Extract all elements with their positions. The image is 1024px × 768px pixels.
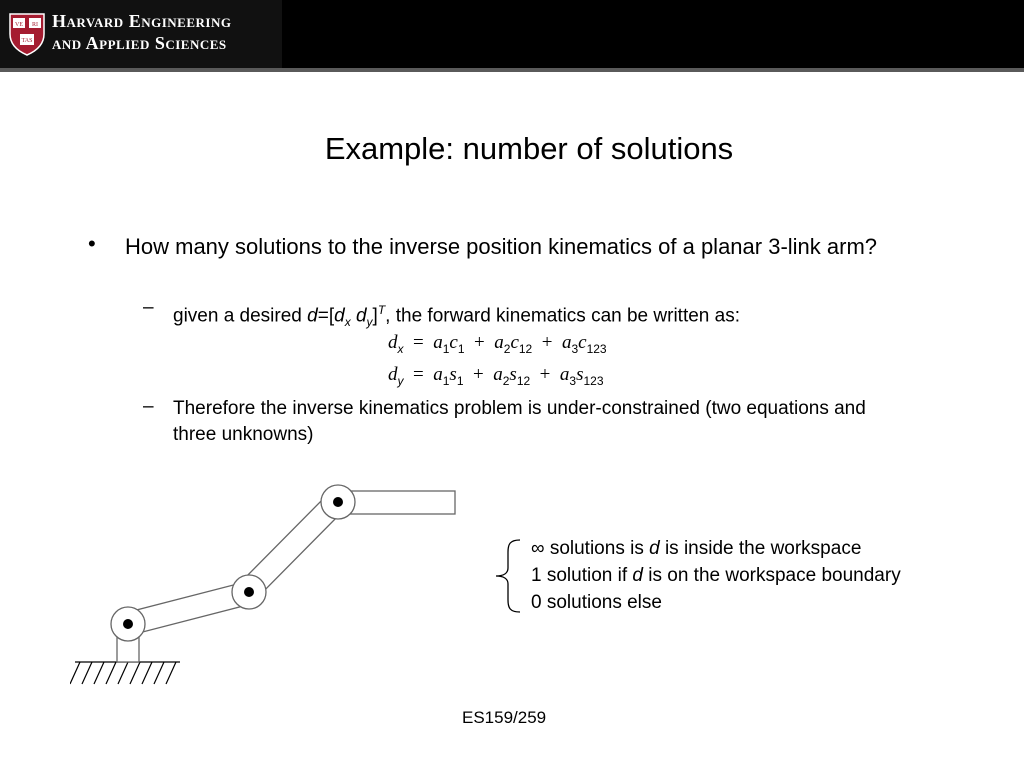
shield-letters-ve: VE (15, 22, 23, 28)
eq1-c12: c (510, 332, 519, 353)
note1-var: d (649, 538, 660, 559)
eq1-a3: a (561, 332, 572, 353)
eq2-a3: a (559, 364, 570, 385)
note-one-solution (531, 565, 901, 587)
slide-title: Example: number of solutions (324, 131, 734, 166)
ground-hatching (70, 662, 180, 684)
note1-pre: ∞ solutions is (531, 538, 650, 559)
sub1-dy-sub: y (366, 315, 373, 330)
eq1-c123: c (578, 332, 587, 353)
planar-3-link-arm-diagram (70, 480, 470, 695)
eq1-a2-sub: 2 (503, 341, 511, 356)
joint-1-pin (123, 619, 133, 629)
note2-var: d (632, 565, 643, 586)
eq2-s1-sub: 1 (456, 373, 464, 388)
note1-post: is inside the workspace (659, 538, 862, 559)
note-infinite-solutions (531, 538, 861, 560)
sub1-prefix: given a desired (173, 305, 308, 327)
sub1-close: ] (372, 305, 378, 327)
eq1-c12-sub: 12 (518, 341, 533, 356)
eq2-a2-sub: 2 (502, 373, 510, 388)
eq2-plus-1: + (473, 364, 484, 385)
note2-post: is on the workspace boundary (642, 565, 901, 586)
sub1-dx-sub: x (344, 315, 351, 330)
bullet-marker: • (88, 231, 96, 256)
course-footer: ES159/259 (462, 708, 547, 727)
sub1-eq: =[ (317, 305, 335, 327)
sub-bullet-2: Therefore the inverse kinematics problem is under-constrained (two equations and three unknowns) (173, 398, 866, 445)
harvard-seas-logo (0, 0, 282, 68)
eq2-a1-sub: 1 (442, 373, 450, 388)
eq2-a1: a (433, 364, 443, 385)
header-bar (0, 0, 1024, 68)
eq1-a2: a (494, 332, 504, 353)
sub1-d: d (307, 305, 318, 327)
sub1-dy: d (355, 305, 367, 327)
header-accent-stripe (0, 68, 1024, 72)
eq1-plus-1: + (474, 332, 485, 353)
eq2-s12-sub: 12 (516, 373, 531, 388)
note-zero-solutions (531, 592, 662, 614)
eq2-lhs: d (388, 364, 398, 385)
eq1-a1-sub: 1 (442, 341, 450, 356)
sub-bullet-marker-1: – (143, 297, 154, 318)
eq1-equals: = (413, 332, 424, 353)
sub-bullet-1 (173, 297, 893, 335)
curly-brace-icon (492, 538, 524, 614)
shield-letters-tas: TAS (21, 38, 33, 44)
eq2-s123: s (576, 364, 584, 385)
eq1-a1: a (433, 332, 443, 353)
eq1-plus-2: + (541, 332, 553, 353)
brand-line-2: and Applied Sciences (52, 33, 227, 53)
eq1-lhs-sub: x (397, 341, 404, 356)
note3-pre: 0 solutions else (531, 592, 662, 613)
eq2-a3-sub: 3 (569, 373, 577, 388)
eq1-c1: c (449, 332, 458, 353)
equation-dy (388, 364, 604, 388)
eq2-equals: = (413, 364, 424, 385)
eq1-c1-sub: 1 (457, 341, 465, 356)
brand-name (52, 10, 231, 54)
sub1-dx: d (334, 305, 345, 327)
sub1-suffix: , the forward kinematics can be written as: (385, 305, 740, 327)
eq2-s1: s (449, 364, 457, 385)
arm-links (125, 491, 455, 635)
sub-bullet-marker-2: – (143, 396, 154, 417)
note2-pre: 1 solution if (531, 565, 633, 586)
eq2-s12: s (509, 364, 517, 385)
eq1-lhs: d (388, 332, 398, 353)
eq2-s123-sub: 123 (583, 373, 604, 388)
joint-2-pin (244, 587, 254, 597)
shield-letters-ri: RI (32, 22, 38, 28)
eq2-plus-2: + (539, 364, 551, 385)
harvard-shield-icon (8, 12, 46, 56)
eq2-lhs-sub: y (397, 373, 404, 388)
eq1-a3-sub: 3 (571, 341, 579, 356)
eq2-a2: a (493, 364, 503, 385)
sub1-transpose: T (377, 303, 386, 317)
eq1-c123-sub: 123 (586, 341, 607, 356)
brand-line-1: Harvard Engineering (52, 11, 232, 31)
main-bullet-text: How many solutions to the inverse position kinematics of a planar 3-link arm? (125, 234, 878, 259)
joint-3-pin (333, 497, 343, 507)
equation-dx (388, 332, 607, 356)
